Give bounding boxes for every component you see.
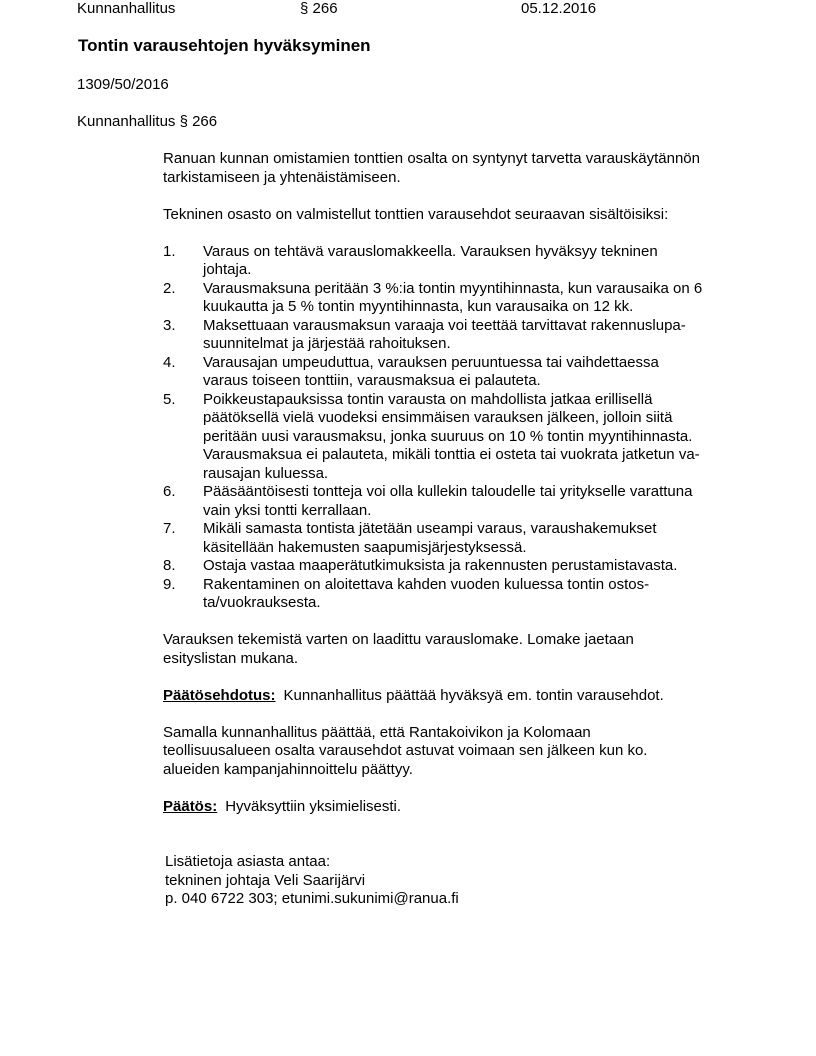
page-title: Tontin varausehtojen hyväksyminen — [78, 36, 371, 55]
contact-intro: Lisätietoja asiasta antaa: — [165, 853, 331, 870]
item-number: 1. — [163, 242, 176, 260]
item-number: 8. — [163, 557, 176, 574]
list-item — [163, 520, 753, 557]
section-reference: Kunnanhallitus § 266 — [77, 113, 218, 130]
proposal-paragraph — [163, 687, 753, 706]
conditions-list — [163, 243, 753, 613]
list-item — [163, 280, 753, 317]
item-number: 7. — [163, 520, 176, 537]
item-text: Poikkeustapauksissa tontin varausta on mahdollista jatkaa erillisellä päätöksellä vielä vuodeksi ensimmäisen varauksen jälkeen, jolloin siitä peritään uusi varausmaksu, jonka suuruus on 10 % tontin myyntihinnasta. Varausmaksua ei palauteta, mikäli tonttia ei osteta tai vuokrata jatketun va- rausajan kuluessa. — [203, 390, 700, 482]
list-item — [163, 391, 753, 484]
item-number: 6. — [163, 483, 176, 500]
item-text: Varaus on tehtävä varauslomakkeella. Varauksen hyväksyy tekninen johtaja. — [203, 242, 658, 278]
decision-paragraph — [163, 798, 753, 817]
document-number: 1309/50/2016 — [77, 76, 169, 93]
item-text: Pääsääntöisesti tontteja voi olla kullekin taloudelle tai yritykselle varattuna vain yksi tontti kerrallaan. — [203, 483, 693, 519]
item-number: 5. — [163, 390, 176, 408]
list-item — [163, 317, 753, 354]
form-note-paragraph: Varauksen tekemistä varten on laadittu varauslomake. Lomake jaetaan esityslistan mukana. — [163, 631, 634, 667]
contact-details: p. 040 6722 303; etunimi.sukunimi@ranua.fi — [165, 890, 459, 907]
item-text: Maksettuaan varausmaksun varaaja voi teettää tarvittavat rakennuslupa- suunnitelmat ja järjestää rahoituksen. — [203, 316, 686, 352]
item-text: Varausmaksuna peritään 3 %:ia tontin myyntihinnasta, kun varausaika on 6 kuukautta ja 5 % tontin myyntihinnasta, kun varausaika on 12 kk. — [203, 279, 703, 315]
document-body — [163, 150, 753, 835]
item-number: 3. — [163, 316, 176, 334]
proposal-label: Päätösehdotus: — [163, 686, 276, 704]
list-item — [163, 243, 753, 280]
item-text: Varausajan umpeuduttua, varauksen peruuntuessa tai vaihdettaessa varaus toiseen tonttiin, varausmaksua ei palauteta. — [203, 353, 659, 389]
item-number: 4. — [163, 353, 176, 371]
simultaneous-paragraph: Samalla kunnanhallitus päättää, että Rantakoivikon ja Kolomaan teollisuusalueen osalta varausehdot astuvat voimaan sen jälkeen kun ko. alueiden kampanjahinnoittelu päättyy. — [163, 723, 648, 778]
item-number: 2. — [163, 279, 176, 297]
item-text: Mikäli samasta tontista jätetään useampi varaus, varaushakemukset käsitellään hakemusten saapumisjärjestyksessä. — [203, 520, 657, 556]
list-item — [163, 576, 753, 613]
contact-info — [165, 853, 459, 909]
header-body: Kunnanhallitus — [77, 0, 176, 17]
contact-person: tekninen johtaja Veli Saarijärvi — [165, 871, 366, 889]
list-item — [163, 483, 753, 520]
item-text: Ostaja vastaa maaperätutkimuksista ja rakennusten perustamistavasta. — [203, 557, 678, 574]
item-text: Rakentaminen on aloitettava kahden vuoden kuluessa tontin ostos- ta/vuokrauksesta. — [203, 575, 650, 611]
header-section: § 266 — [300, 0, 338, 17]
proposal-text: Kunnanhallitus päättää hyväksyä em. tontin varausehdot. — [283, 686, 664, 704]
decision-text: Hyväksyttiin yksimielisesti. — [225, 797, 402, 815]
item-number: 9. — [163, 575, 176, 593]
header-date: 05.12.2016 — [521, 0, 597, 17]
list-item — [163, 354, 753, 391]
intro-paragraph: Ranuan kunnan omistamien tonttien osalta on syntynyt tarvetta varauskäytännön tarkistamiseen ja yhtenäistämiseen. — [163, 150, 700, 186]
decision-label: Päätös: — [163, 797, 218, 815]
lead-paragraph: Tekninen osasto on valmistellut tonttien varausehdot seuraavan sisältöisiksi: — [163, 205, 669, 223]
list-item — [163, 557, 753, 576]
